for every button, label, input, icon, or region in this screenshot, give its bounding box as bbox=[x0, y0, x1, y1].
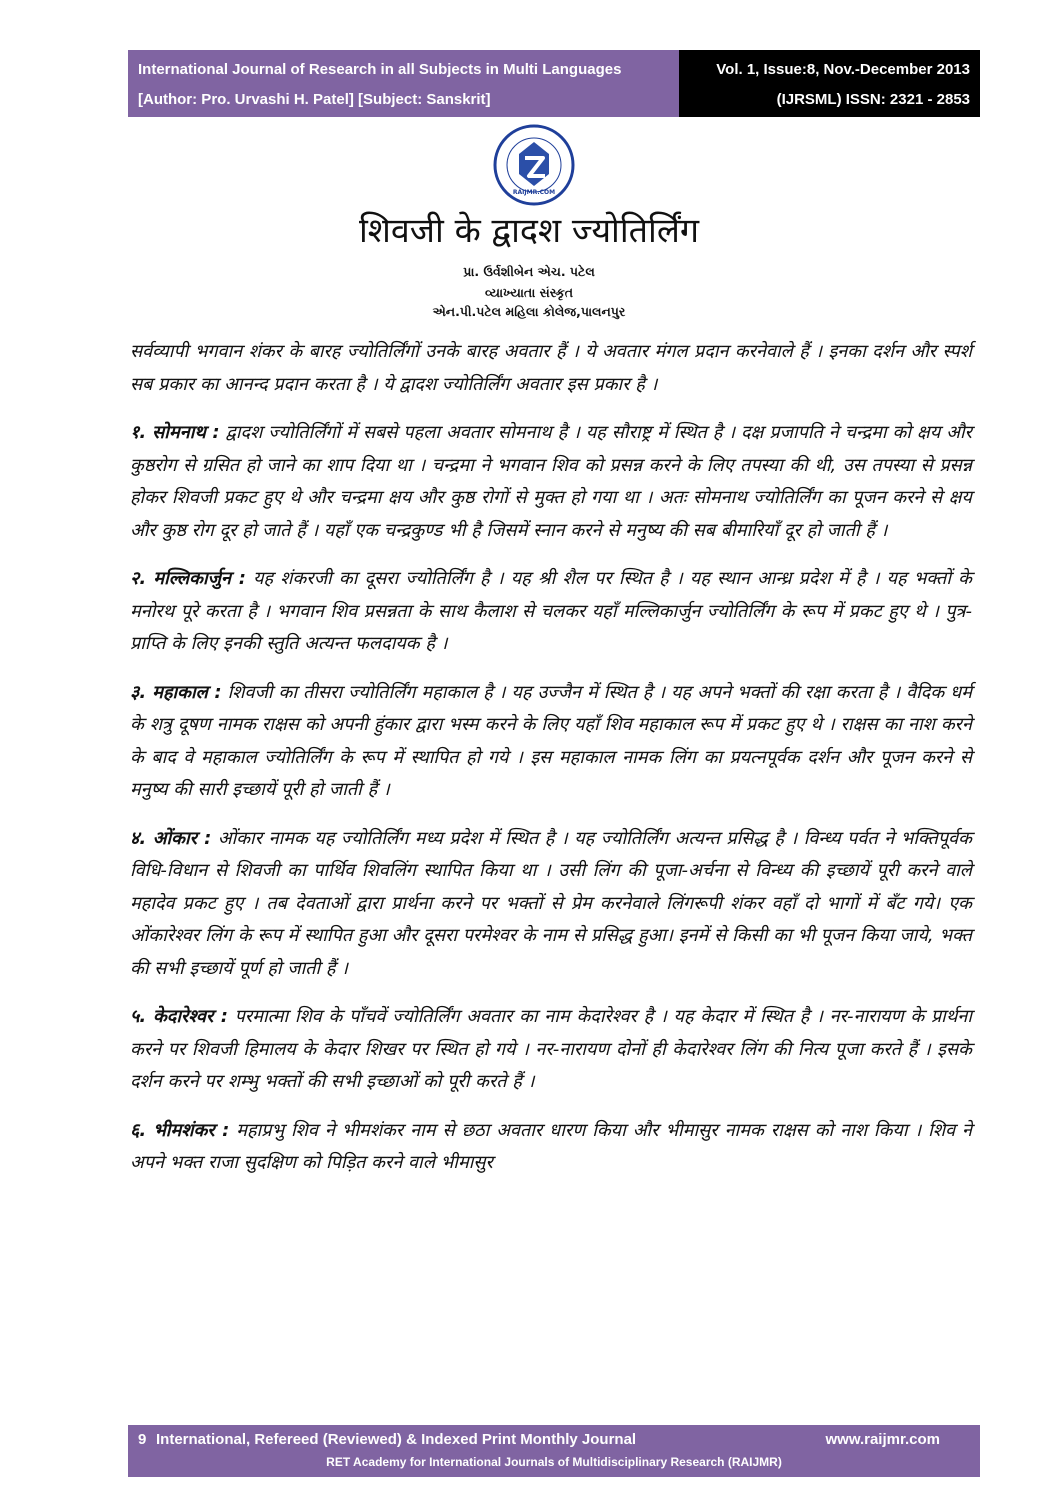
header-volume-band bbox=[679, 50, 980, 117]
section-heading: सोमनाथ : bbox=[152, 422, 220, 443]
issn: (IJRSML) ISSN: 2321 - 2853 bbox=[776, 91, 970, 108]
section-number: १. bbox=[130, 422, 147, 443]
journal-seal-logo bbox=[493, 124, 575, 206]
section-paragraph bbox=[130, 677, 972, 807]
section-number: ५. bbox=[130, 1006, 147, 1027]
journal-name: International Journal of Research in all Subjects in Multi Languages bbox=[138, 61, 622, 78]
page-title: शिवजी के द्वादश ज्योतिर्लिंग bbox=[358, 211, 700, 251]
section-paragraph bbox=[130, 1115, 972, 1180]
paragraph-text: सर्वव्यापी भगवान शंकर के बारह ज्योतिर्लिंगों उनके बारह अवतार हैं । ये अवतार मंगल प्रदान करनेवाले हैं । इनका दर्शन और स्पर्श सब प्रकार का आनन्द प्रदान करता है । ये द्वादश ज्योतिर्लिंग अवतार इस प्रकार है । bbox=[130, 341, 972, 395]
paragraph-text: महाप्रभु शिव ने भीमशंकर नाम से छठा अवतार धारण किया और भीमासुर नामक राक्षस को नाश किया । शिव ने अपने भक्त राजा सुदक्षिण को पिड़ित करने वाले भीमासुर bbox=[130, 1119, 972, 1173]
section-number: २. bbox=[130, 568, 147, 589]
section-number: ३. bbox=[130, 681, 147, 703]
header-journal-band bbox=[128, 50, 679, 117]
paragraph-text: परमात्मा शिव के पाँचवें ज्योतिर्लिंग अवतार का नाम केदारेश्वर है । यह केदार में स्थित है । नर-नारायण के प्रार्थना करने पर शिवजी हिमालय के केदार शिखर पर स्थित हो गये । नर-नारायण दोनों ही केदारेश्वर लिंग की नित्य पूजा करते हैं । इसके दर्शन करने पर शम्भु भक्तों की सभी इच्छाओं को पूरी करते हैं । bbox=[130, 1006, 973, 1092]
section-paragraph bbox=[130, 823, 972, 986]
section-heading: महाकाल : bbox=[152, 681, 222, 703]
section-number: ४. bbox=[130, 827, 147, 849]
page-footer bbox=[128, 1425, 980, 1477]
section-number: ६. bbox=[130, 1119, 147, 1141]
paragraph-text: द्वादश ज्योतिर्लिंगों में सबसे पहला अवतार सोमनाथ है । यह सौराष्ट्र में स्थित है । दक्ष प्रजापति ने चन्द्रमा को क्षय और कुष्ठरोग से ग्रसित हो जाने का शाप दिया था । चन्द्रमा ने भगवान शिव को प्रसन्न करने के लिए तपस्या की थी, उस तपस्या से प्रसन्न होकर शिवजी प्रकट हुए थे और चन्द्रमा क्षय और कुष्ठ रोगों से मुक्त हो गया था । अतः सोमनाथ ज्योतिर्लिंग का पूजन करने से क्षय और कुष्ठ रोग दूर हो जाते हैं । यहाँ एक चन्द्रकुण्ड भी है जिसमें स्नान करने से मनुष्य की सब बीमारियाँ दूर हो जाती हैं । bbox=[130, 422, 972, 541]
section-paragraph bbox=[130, 563, 972, 661]
volume-issue: Vol. 1, Issue:8, Nov.-December 2013 bbox=[716, 61, 970, 78]
section-paragraph bbox=[130, 1001, 972, 1099]
paragraph-text: ओंकार नामक यह ज्योतिर्लिंग मध्य प्रदेश में स्थित है । यह ज्योतिर्लिंग अत्यन्त प्रसिद्ध है । विन्ध्य पर्वत ने भक्तिपूर्वक विधि-विधान से शिवजी का पार्थिव शिवलिंग स्थापित किया था । उसी लिंग की पूजा-अर्चना से विन्ध्य की इच्छायें पूरी करने वाले महादेव प्रकट हुए । तब देवताओं द्वारा प्रार्थना करने पर भक्तों से प्रेम करनेवाले लिंगरूपी शंकर वहाँ दो भागों में बँट गये। एक ओंकारेश्वर लिंग के रूप में स्थापित हुआ और दूसरा परमेश्वर के नाम से प्रसिद्ध हुआ। इनमें से किसी का भी पूजन किया जाये, भक्त की सभी इच्छायें पूर्ण हो जाती हैं । bbox=[130, 827, 972, 979]
section-heading: भीमशंकर : bbox=[153, 1119, 230, 1141]
page-number: 9 bbox=[138, 1431, 147, 1448]
intro-paragraph bbox=[130, 336, 972, 401]
author-designation: વ્યાખ્યાતા સંસ્કૃત bbox=[484, 285, 574, 300]
section-paragraph bbox=[130, 417, 972, 547]
footer-publisher: RET Academy for International Journals of Multidisciplinary Research (RAIJMR) bbox=[326, 1455, 782, 1469]
section-heading: मल्लिकार्जुन : bbox=[153, 568, 246, 589]
section-heading: ओंकार : bbox=[152, 827, 212, 849]
article-body bbox=[130, 336, 972, 1196]
footer-url[interactable]: www.raijmr.com bbox=[825, 1431, 940, 1448]
author-name: પ્રા. ઉર્વશીબેન એચ. પટેલ bbox=[463, 264, 595, 279]
paragraph-text: शिवजी का तीसरा ज्योतिर्लिंग महाकाल है । यह उज्जैन में स्थित है । यह अपने भक्तों की रक्षा करता है । वैदिक धर्म के शत्रु दूषण नामक राक्षस को अपनी हुंकार द्वारा भस्म करने के लिए यहाँ शिव महाकाल रूप में प्रकट हुए थे । राक्षस का नाश करने के बाद वे महाकाल ज्योतिर्लिंग के रूप में स्थापित हो गये । इस महाकाल नामक लिंग का प्रयत्नपूर्वक दर्शन और पूजन करने से मनुष्य की सारी इच्छायें पूरी हो जाती हैं । bbox=[130, 681, 973, 800]
author-subject: [Author: Pro. Urvashi H. Patel] [Subject: Sanskrit] bbox=[138, 91, 491, 108]
svg-text:RAIJMR.COM: RAIJMR.COM bbox=[512, 189, 556, 196]
author-college: એન.પી.પટેલ મહિલા કોલેજ,પાલનપુર bbox=[432, 304, 626, 319]
paragraph-text: यह शंकरजी का दूसरा ज्योतिर्लिंग है । यह श्री शैल पर स्थित है । यह स्थान आन्ध्र प्रदेश में है । यह भक्तों के मनोरथ पूरे करता है । भगवान शिव प्रसन्नता के साथ कैलाश से चलकर यहाँ मल्लिकार्जुन ज्योतिर्लिंग के रूप में प्रकट हुए थे । पुत्र-प्राप्ति के लिए इनकी स्तुति अत्यन्त फलदायक है । bbox=[130, 568, 972, 654]
footer-journal-type: International, Refereed (Reviewed) & Indexed Print Monthly Journal bbox=[156, 1431, 637, 1448]
section-heading: केदारेश्वर : bbox=[152, 1006, 228, 1027]
